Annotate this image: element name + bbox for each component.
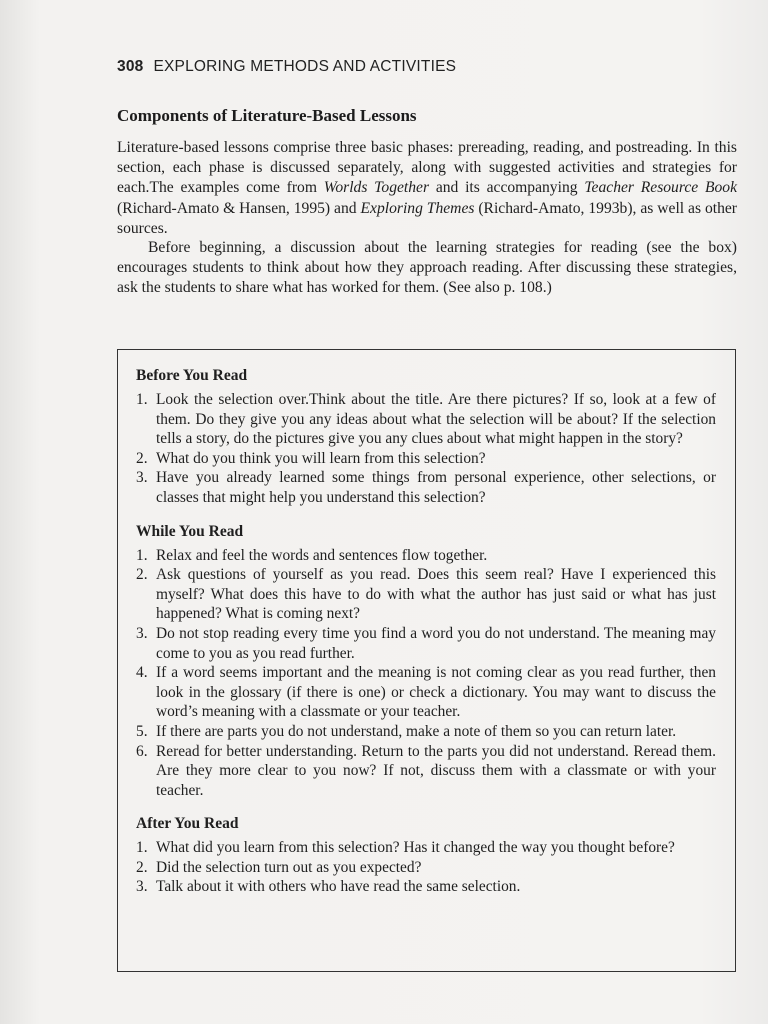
item-text: Do not stop reading every time you find a word you do not understand. The meaning may come to you as you read further. xyxy=(156,624,716,662)
running-title: EXPLORING METHODS AND ACTIVITIES xyxy=(153,58,457,75)
after-you-read-list xyxy=(136,838,716,897)
list-item xyxy=(136,838,716,858)
strategies-paragraph: Before beginning, a discussion about the learning strategies for reading (see the box) encourages students to think about how they approach reading. After discussing these strategies, ask the students to share what has worked for them. (See also p. 108.) xyxy=(117,239,737,297)
item-text: If a word seems important and the meaning is not coming clear as you read further, then look in the glossary (if there is one) or check a dictionary. You may want to discuss the word’s meaning with a classmate or your teacher. xyxy=(156,664,716,721)
item-text: Look the selection over.Think about the title. Are there pictures? If so, look at a few of them. Do they give you any ideas about what the selection will be about? If the selection tells a story, do the pictures give you any clues about what might happen in the story? xyxy=(156,391,716,448)
item-number: 1. xyxy=(136,391,148,408)
item-text: If there are parts you do not understand, make a note of them so you can return later. xyxy=(156,722,677,740)
item-number: 3. xyxy=(136,878,148,896)
list-item xyxy=(136,546,716,566)
item-number: 2. xyxy=(136,449,148,467)
item-text: Reread for better understanding. Return to the parts you did not understand. Reread them. Are they more clear to you now? If not, discuss them with a classmate or with your teacher. xyxy=(156,742,716,799)
intro-text-g: (Richard-Amato, 1993b), as well as other sources. xyxy=(117,199,737,237)
list-item xyxy=(136,858,716,878)
list-item xyxy=(136,449,716,469)
item-text: Relax and feel the words and sentences flow together. xyxy=(156,546,488,564)
running-header xyxy=(117,58,456,76)
section-title: Components of Literature-Based Lessons xyxy=(117,106,417,125)
item-text: What did you learn from this selection? Has it changed the way you thought before? xyxy=(156,839,675,857)
after-you-read-heading: After You Read xyxy=(136,815,239,833)
item-number: 1. xyxy=(136,839,148,857)
list-item xyxy=(136,624,716,663)
list-item xyxy=(136,468,716,507)
list-item xyxy=(136,877,716,897)
intro-text-e: (Richard-Amato & Hansen, 1995) and xyxy=(117,199,361,217)
item-text: What do you think you will learn from this selection? xyxy=(156,449,486,467)
page-number: 308 xyxy=(117,58,144,75)
book-title-worlds-together: Worlds Together xyxy=(323,179,430,197)
book-title-teacher-resource-book: Teacher Resource Book xyxy=(584,179,738,197)
item-number: 3. xyxy=(136,469,148,487)
list-item xyxy=(136,722,716,742)
item-number: 2. xyxy=(136,566,148,584)
reading-strategies-box xyxy=(117,349,736,972)
list-item xyxy=(136,742,716,801)
item-text: Have you already learned some things from personal experience, other selections, or classes that might help you understand this selection? xyxy=(156,469,716,506)
while-you-read-list xyxy=(136,546,716,801)
intro-text-a: Literature-based lessons comprise three basic phases: prereading, reading, and postreading. In this section, each phase is discussed separately, along with suggested activities and strategies for each.The examples come from xyxy=(117,139,737,197)
list-item xyxy=(136,565,716,624)
intro-paragraph xyxy=(117,138,737,239)
item-text: Talk about it with others who have read the same selection. xyxy=(156,878,521,896)
item-number: 5. xyxy=(136,722,148,740)
list-item xyxy=(136,663,716,722)
item-number: 4. xyxy=(136,664,148,682)
book-title-exploring-themes: Exploring Themes xyxy=(360,199,475,217)
while-you-read-heading: While You Read xyxy=(136,522,244,540)
item-number: 1. xyxy=(136,546,148,564)
before-you-read-list xyxy=(136,390,716,508)
intro-text-c: and its accompanying xyxy=(429,179,585,197)
item-number: 3. xyxy=(136,624,148,642)
item-text: Ask questions of yourself as you read. Does this seem real? Have I experienced this myself? What does this have to do with what the author has just said or what has just happened? What is coming next? xyxy=(156,566,716,623)
item-text: Did the selection turn out as you expected? xyxy=(156,858,422,876)
list-item xyxy=(136,390,716,449)
item-number: 2. xyxy=(136,858,148,876)
item-number: 6. xyxy=(136,742,148,760)
before-you-read-heading: Before You Read xyxy=(136,367,248,384)
